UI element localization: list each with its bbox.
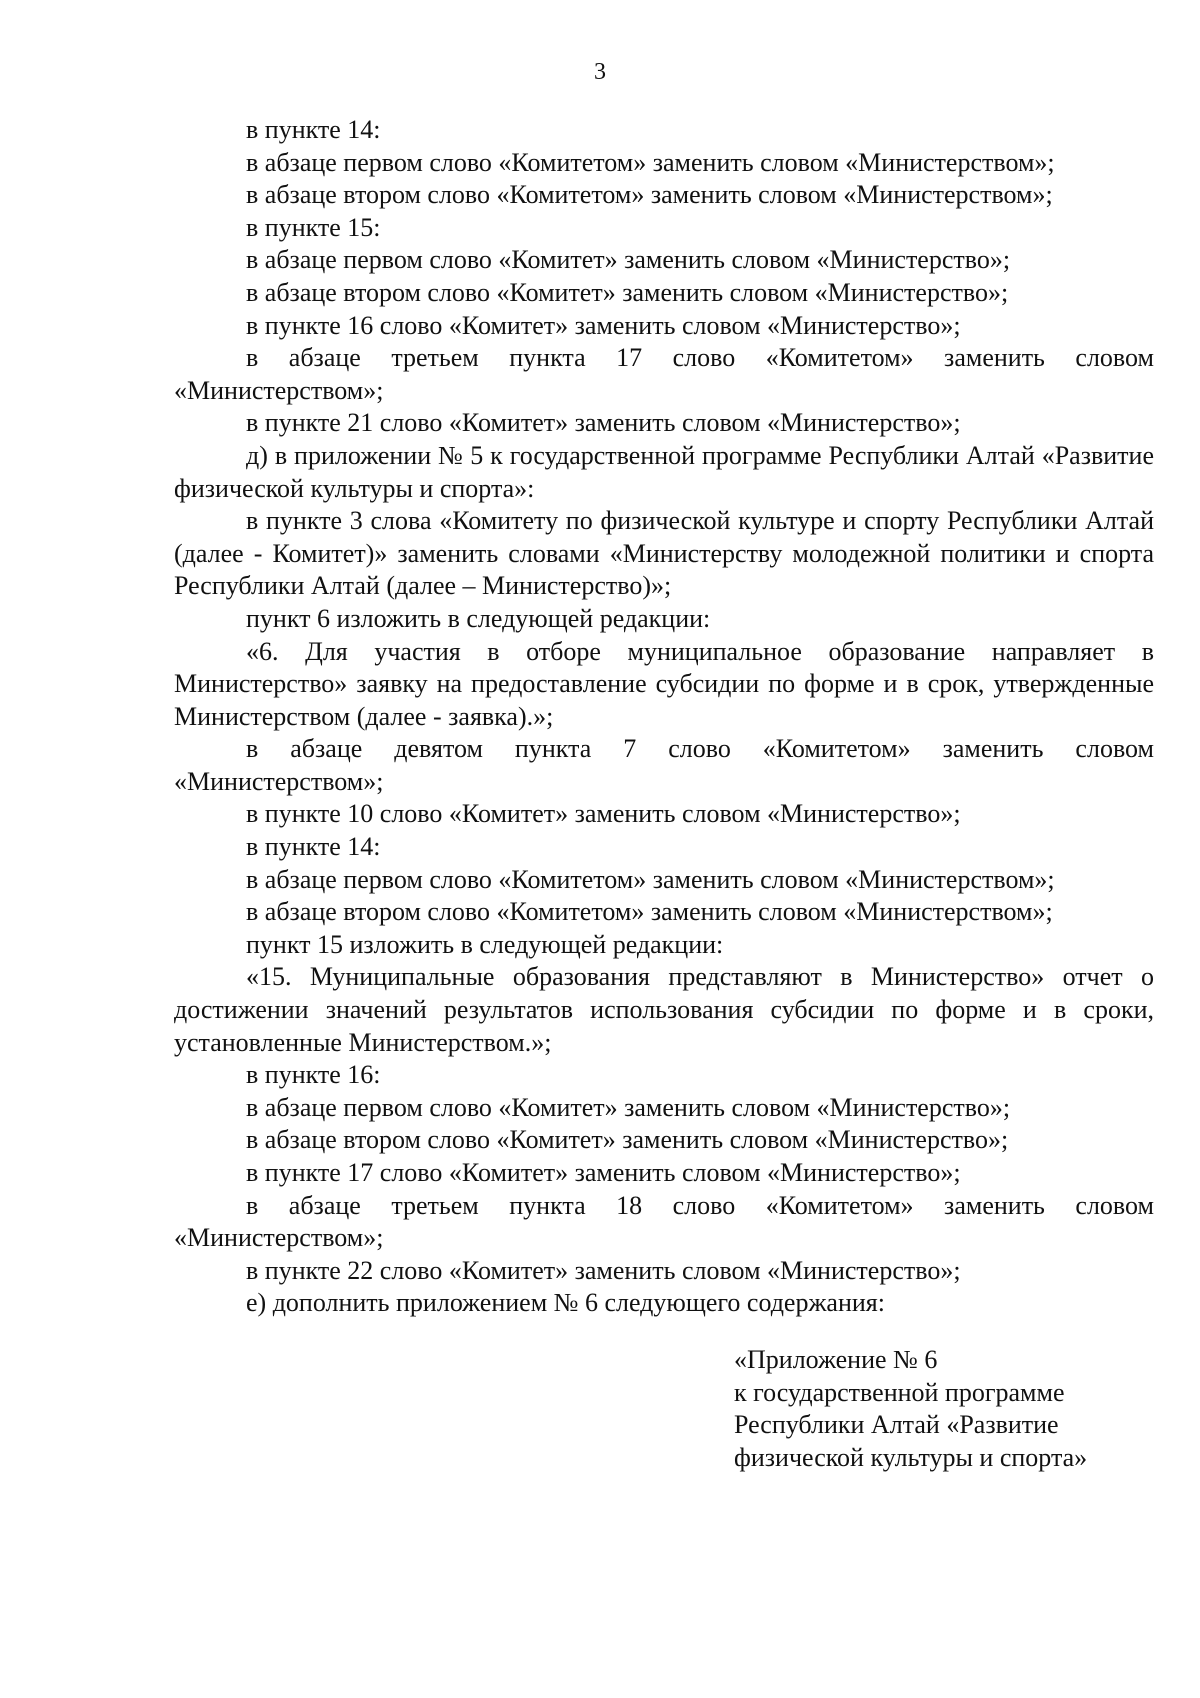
paragraph: в пункте 17 слово «Комитет» заменить словом «Министерство»;	[246, 1158, 961, 1187]
paragraph: «6. Для участия в отборе муниципальное образование направляет в Министерство» заявку на предоставление субсидии по форме и в срок, утвержденные Министерством (далее - заявка).»;	[174, 636, 1154, 731]
appendix-line: «Приложение № 6	[734, 1345, 938, 1374]
paragraph: в абзаце третьем пункта 17 слово «Комитетом» заменить словом «Министерством»;	[174, 343, 1154, 405]
paragraph: в абзаце втором слово «Комитет» заменить словом «Министерство»;	[246, 1125, 1009, 1155]
paragraph: в пункте 3 слова «Комитету по физической культуре и спорту Республики Алтай (далее - Комитет)» заменить словами «Министерству молодежной политики и спорта Республики Алтай (далее – Министерство)»;	[174, 506, 1154, 601]
paragraph: в пункте 15:	[246, 212, 381, 242]
appendix-heading	[734, 1344, 1154, 1474]
appendix-line: физической культуры и спорта»	[734, 1442, 1088, 1472]
paragraph: в пункте 10 слово «Комитет» заменить словом «Министерство»;	[246, 799, 961, 829]
paragraph: д) в приложении № 5 к государственной программе Республики Алтай «Развитие физической культуры и спорта»:	[174, 440, 1154, 503]
paragraph: в пункте 14:	[246, 115, 381, 144]
paragraph: в абзаце первом слово «Комитет» заменить словом «Министерство»;	[246, 1092, 1011, 1122]
paragraph: в пункте 14:	[246, 832, 381, 862]
paragraph: пункт 6 изложить в следующей редакции:	[246, 603, 711, 633]
paragraph: в пункте 22 слово «Комитет» заменить словом «Министерство»;	[246, 1255, 961, 1285]
paragraph: в абзаце первом слово «Комитетом» заменить словом «Министерством»;	[246, 864, 1055, 894]
document-body	[174, 114, 1154, 1320]
paragraph: в абзаце втором слово «Комитетом» заменить словом «Министерством»;	[246, 897, 1053, 927]
paragraph: е) дополнить приложением № 6 следующего содержания:	[246, 1288, 885, 1318]
paragraph: в пункте 21 слово «Комитет» заменить словом «Министерство»;	[246, 408, 961, 438]
paragraph: в пункте 16 слово «Комитет» заменить словом «Министерство»;	[246, 310, 961, 340]
page-number: 3	[594, 59, 606, 85]
paragraph: в абзаце первом слово «Комитет» заменить словом «Министерство»;	[246, 245, 1011, 275]
paragraph: в абзаце девятом пункта 7 слово «Комитетом» заменить словом «Министерством»;	[174, 734, 1154, 796]
appendix-line: Республики Алтай «Развитие	[734, 1410, 1059, 1440]
appendix-line: к государственной программе	[734, 1377, 1065, 1407]
paragraph: в абзаце втором слово «Комитетом» заменить словом «Министерством»;	[246, 180, 1053, 210]
paragraph: в абзаце третьем пункта 18 слово «Комитетом» заменить словом «Министерством»;	[174, 1190, 1154, 1253]
paragraph: пункт 15 изложить в следующей редакции:	[246, 929, 724, 959]
paragraph: в абзаце втором слово «Комитет» заменить словом «Министерство»;	[246, 277, 1009, 307]
paragraph: в пункте 16:	[246, 1060, 381, 1090]
paragraph: в абзаце первом слово «Комитетом» заменить словом «Министерством»;	[246, 147, 1055, 177]
paragraph: «15. Муниципальные образования представляют в Министерство» отчет о достижении значений результатов использования субсидии по форме и в сроки, установленные Министерством.»;	[174, 962, 1154, 1057]
